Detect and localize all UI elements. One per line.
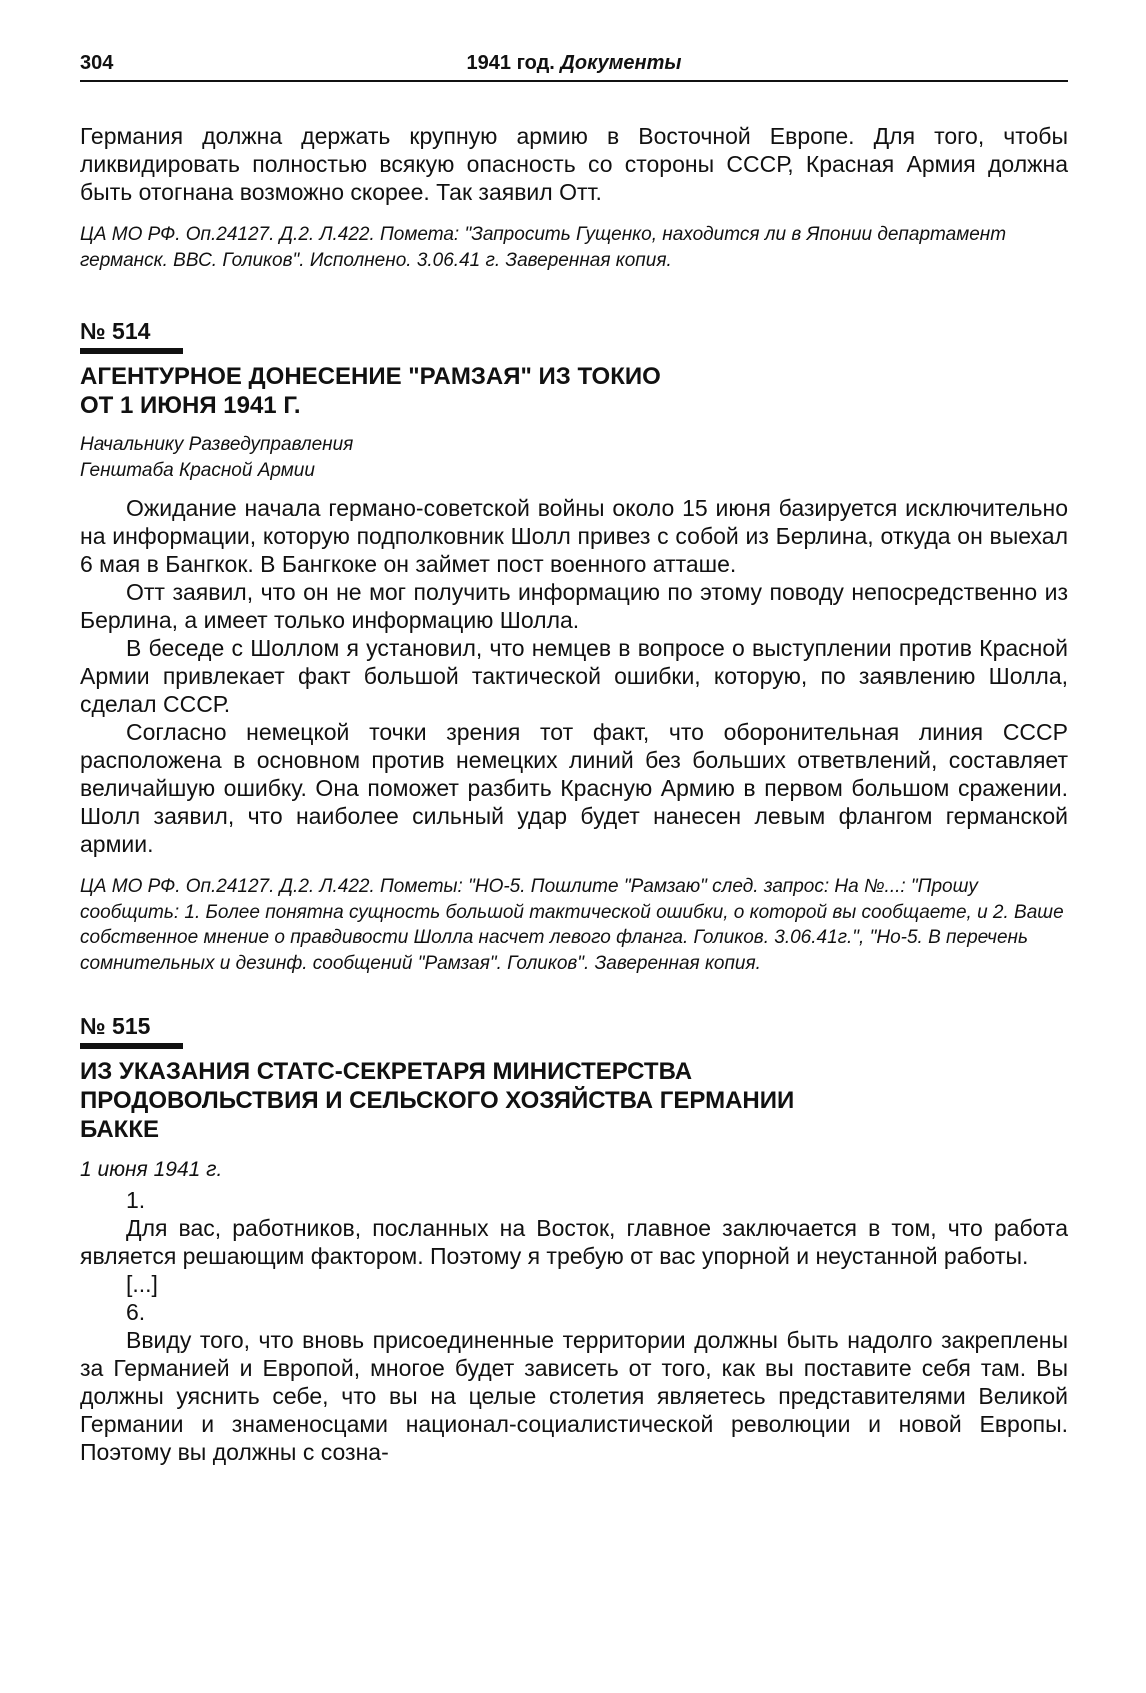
doc514-paragraph-4: Согласно немецкой точки зрения тот факт, что оборонительная линия СССР расположена в основном против немецких линий без больших ответвлений, составляет величайшую ошибку. Она поможет разбить Красную Армию в первом большом сражении. Шолл заявил, что наиболее сильный удар будет нанесен левым флангом германской армии. bbox=[80, 719, 1068, 857]
doc514-number: № 514 bbox=[80, 318, 151, 344]
doc515-number: № 515 bbox=[80, 1013, 151, 1039]
doc514-paragraph-2: Отт заявил, что он не мог получить информацию по этому поводу непосредственно из Берлина, а имеет только информацию Шолла. bbox=[80, 579, 1068, 633]
doc514-paragraph-1: Ожидание начала германо-советской войны около 15 июня базируется исключительно на информации, которую подполковник Шолл привез с собой из Берлина, откуда он выехал 6 мая в Бангкок. В Бангкоке он займет пост военного атташе. bbox=[80, 495, 1068, 577]
page-body bbox=[80, 122, 1068, 1466]
intro-paragraph: Германия должна держать крупную армию в Восточной Европе. Для того, чтобы ликвидировать полностью всякую опасность со стороны СССР, Красная Армия должна быть отогнана возможно скорее. Так заявил Отт. bbox=[80, 123, 1068, 205]
running-title bbox=[80, 52, 1068, 75]
doc515-title-line1: ИЗ УКАЗАНИЯ СТАТС-СЕКРЕТАРЯ МИНИСТЕРСТВА bbox=[80, 1058, 693, 1085]
running-header bbox=[80, 50, 1068, 82]
intro-archive-note: ЦА МО РФ. Оп.24127. Д.2. Л.422. Помета: "Запросить Гущенко, находится ли в Японии департамент германск. ВВС. Голиков". Исполнено. 3.06.41 г. Заверенная копия. bbox=[80, 224, 1007, 271]
doc515-omission: [...] bbox=[126, 1271, 158, 1297]
doc514-archive-note: ЦА МО РФ. Оп.24127. Д.2. Л.422. Пометы: "НО-5. Пошлите "Рамзаю" след. запрос: На №...: "Прошу сообщить: 1. Более понятна сущность большой тактической ошибки, о которой вы сообщаете, и 2. Ваше собственное мнение о правдивости Шолла насчет левого фланга. Голиков. 3.06.41г.", "Но-5. В перечень сомнительных и дезинф. сообщений "Рамзая". Голиков". Заверенная копия. bbox=[80, 876, 1064, 974]
doc515-item6-number: 6. bbox=[126, 1299, 146, 1325]
document-514 bbox=[80, 317, 1068, 976]
doc514-title-line1: АГЕНТУРНОЕ ДОНЕСЕНИЕ "РАМЗАЯ" ИЗ ТОКИО bbox=[80, 363, 661, 390]
doc515-item1-text: Для вас, работников, посланных на Восток, главное заключается в том, что работа является решающим фактором. Поэтому я требую от вас упорной и неустанной работы. bbox=[80, 1215, 1068, 1269]
doc514-addressee-line2: Генштаба Красной Армии bbox=[80, 460, 315, 481]
running-title-year: 1941 год. bbox=[466, 52, 561, 74]
doc514-title-line2: ОТ 1 ИЮНЯ 1941 Г. bbox=[80, 392, 301, 419]
page-number: 304 bbox=[80, 52, 114, 74]
book-page bbox=[80, 50, 1068, 1466]
doc515-item1-number: 1. bbox=[126, 1187, 146, 1213]
doc515-item6-text: Ввиду того, что вновь присоединенные территории должны быть надолго закреплены за Германией и Европой, многое будет зависеть от того, как вы поставите себя там. Вы должны уяснить себе, что вы на целые столетия являетесь представителями Великой Германии и знаменосцами национал-социалистической революции и новой Европы. Поэтому вы должны с созна- bbox=[80, 1327, 1068, 1465]
document-515 bbox=[80, 1012, 1068, 1466]
doc514-addressee-line1: Начальнику Разведуправления bbox=[80, 434, 354, 455]
doc515-divider-bar bbox=[80, 1043, 183, 1049]
doc515-date: 1 июня 1941 г. bbox=[80, 1158, 223, 1181]
doc515-title-line3: БАККЕ bbox=[80, 1116, 159, 1143]
doc515-title-line2: ПРОДОВОЛЬСТВИЯ И СЕЛЬСКОГО ХОЗЯЙСТВА ГЕРМАНИИ bbox=[80, 1087, 795, 1114]
doc514-divider-bar bbox=[80, 348, 183, 354]
doc514-paragraph-3: В беседе с Шоллом я установил, что немцев в вопросе о выступлении против Красной Армии привлекает факт большой тактической ошибки, которую, по заявлению Шолла, сделал СССР. bbox=[80, 635, 1068, 717]
running-title-section: Документы bbox=[560, 52, 682, 74]
